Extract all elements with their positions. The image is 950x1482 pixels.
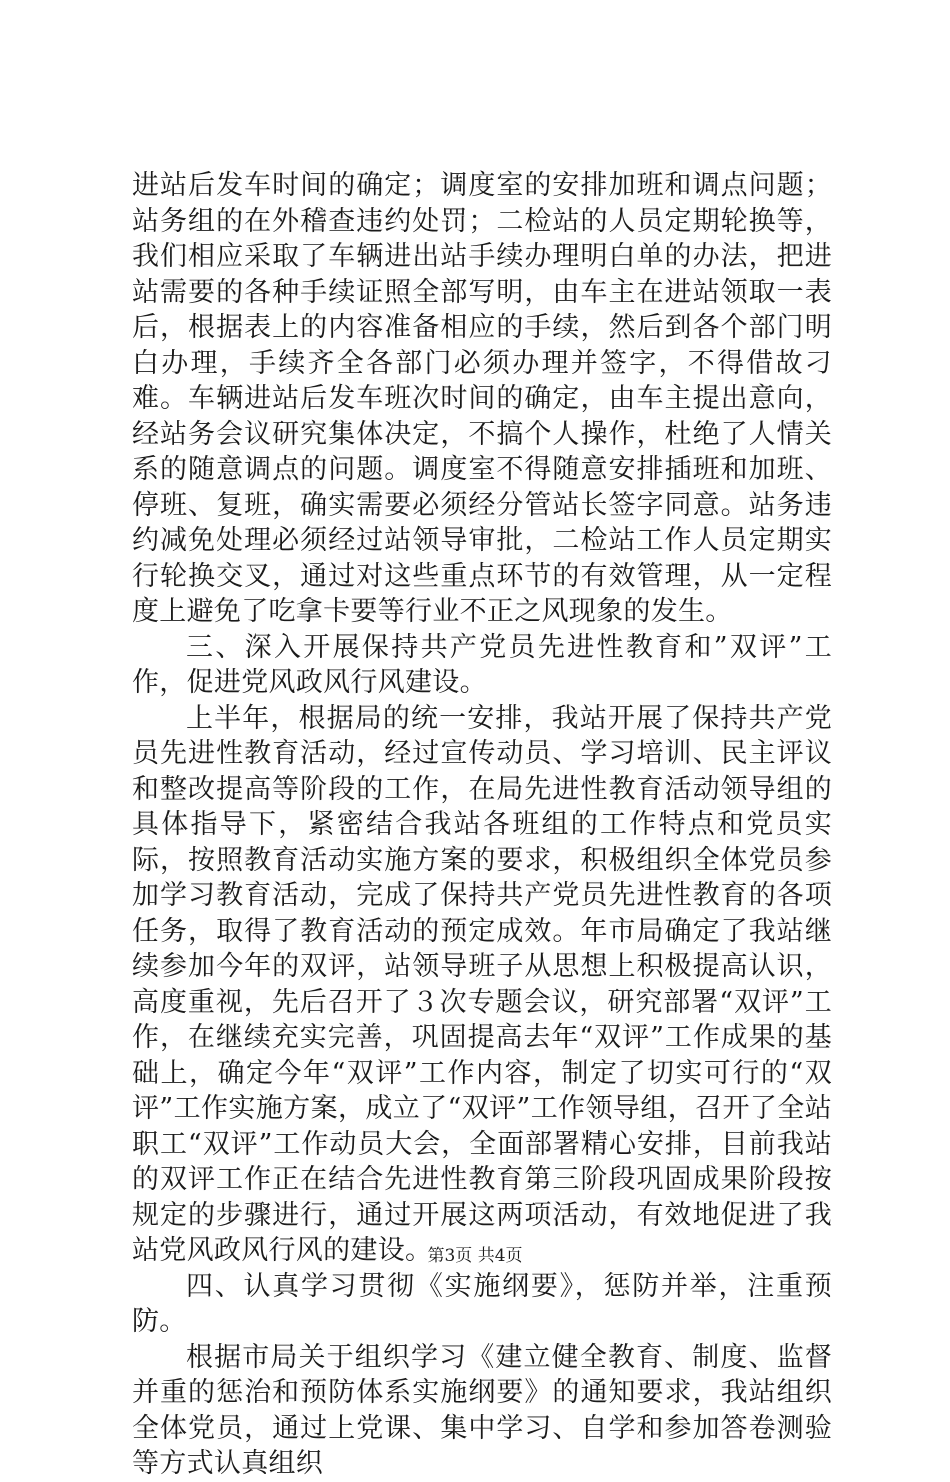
section-heading-4: 四、认真学习贯彻《实施纲要》，惩防并举，注重预防。 bbox=[132, 1270, 832, 1337]
section-heading-3: 三、深入开展保持共产党员先进性教育和”双评”工作，促进党风政风行风建设。 bbox=[132, 631, 832, 698]
paragraph-continued: 进站后发车时间的确定；调度室的安排加班和调点问题；站务组的在外稽查违约处罚；二检站的人员定期轮换等，我们相应采取了车辆进出站手续办理明白单的办法，把进站需要的各种手续证照全部写明，由车主在进站领取一表后，根据表上的内容准备相应的手续，然后到各个部门明白办理，手续齐全各部门必须办理并签字，不得借故刁难。车辆进站后发车班次时间的确定，由车主提出意向，经站务会议研究集体决定，不搞个人操作，杜绝了人情关系的随意调点的问题。调度室不得随意安排插班和加班、停班、复班，确实需要必须经分管站长签字同意。站务违约减免处理必须经过站领导审批，二检站工作人员定期实行轮换交叉，通过对这些重点环节的有效管理，从一定程度上避免了吃拿卡要等行业不正之风现象的发生。 bbox=[132, 170, 832, 627]
paragraph-outline-study: 根据市局关于组织学习《建立健全教育、制度、监督并重的惩治和预防体系实施纲要》的通知要求，我站组织全体党员，通过上党课、集中学习、自学和参加答卷测验等方式认真组织 bbox=[132, 1341, 832, 1479]
page-number-footer: 第3页 共4页 bbox=[427, 1246, 523, 1266]
document-body bbox=[132, 168, 832, 1482]
paragraph-party-education: 上半年，根据局的统一安排，我站开展了保持共产党员先进性教育活动，经过宣传动员、学习培训、民主评议和整改提高等阶段的工作，在局先进性教育活动领导组的具体指导下，紧密结合我站各班组的工作特点和党员实际，按照教育活动实施方案的要求，积极组织全体党员参加学习教育活动，完成了保持共产党员先进性教育的各项任务，取得了教育活动的预定成效。年市局确定了我站继续参加今年的双评，站领导班子从思想上积极提高认识，高度重视，先后召开了３次专题会议，研究部署“双评”工作，在继续充实完善，巩固提高去年“双评”工作成果的基础上，确定今年“双评”工作内容，制定了切实可行的“双评”工作实施方案，成立了“双评”工作领导组，召开了全站职工“双评”工作动员大会，全面部署精心安排，目前我站的双评工作正在结合先进性教育第三阶段巩固成果阶段按规定的步骤进行，通过开展这两项活动，有效地促进了我站党风政风行风的建设。 bbox=[132, 702, 832, 1266]
